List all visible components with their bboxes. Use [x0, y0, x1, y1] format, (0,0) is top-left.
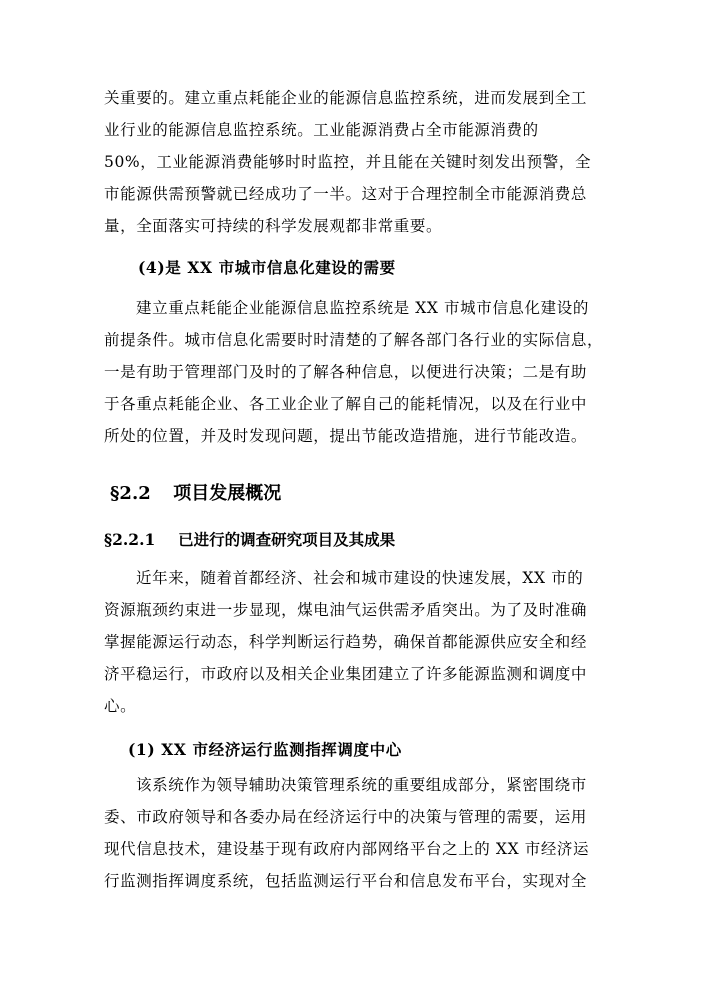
- section-number: §2.2: [110, 483, 151, 504]
- paragraph-3-line-4: 济平稳运行，市政府以及相关企业集团建立了许多能源监测和调度中: [104, 665, 588, 683]
- section-title: 项目发展概况: [173, 483, 282, 504]
- subsection-number: §2.2.1: [104, 530, 156, 549]
- paragraph-2-line-5: 所处的位置，并及时发现问题，提出节能改造措施，进行节能改造。: [104, 427, 588, 445]
- paragraph-1-line-5: 量，全面落实可持续的科学发展观都非常重要。: [104, 217, 443, 235]
- paragraph-4-line-1: 该系统作为领导辅助决策管理系统的重要组成部分，紧密围绕市: [136, 776, 587, 794]
- paragraph-1-line-3: 50%，工业能源消费能够时时监控，并且能在关键时刻发出预警，全: [104, 153, 592, 171]
- paragraph-1-line-4: 市能源供需预警就已经成功了一半。这对于合理控制全市能源消费总: [104, 185, 588, 203]
- paragraph-3-line-3: 掌握能源运行动态，科学判断运行趋势，确保首都能源供应安全和经: [104, 633, 588, 651]
- paragraph-2-line-2: 前提条件。城市信息化需要时时清楚的了解各部门各行业的实际信息，: [104, 331, 604, 349]
- paragraph-3-line-1: 近年来，随着首都经济、社会和城市建设的快速发展，XX 市的: [136, 569, 584, 587]
- paragraph-1-line-1: 关重要的。建立重点耗能企业的能源信息监控系统，进而发展到全工: [104, 89, 588, 107]
- paragraph-2-line-3: 一是有助于管理部门及时的了解各种信息，以便进行决策；二是有助: [104, 363, 588, 381]
- subsection-heading: [104, 530, 395, 550]
- section-heading: [110, 483, 281, 505]
- paragraph-3-line-5: 心。: [104, 697, 137, 715]
- paragraph-2-line-1: 建立重点耗能企业能源信息监控系统是 XX 市城市信息化建设的: [136, 299, 589, 317]
- paragraph-2-line-4: 于各重点耗能企业、各工业企业了解自己的能耗情况，以及在行业中: [104, 395, 588, 413]
- paragraph-3-line-2: 资源瓶颈约束进一步显现，煤电油气运供需矛盾突出。为了及时准确: [104, 601, 588, 619]
- paragraph-4-line-3: 现代信息技术，建设基于现有政府内部网络平台之上的 XX 市经济运: [104, 840, 590, 858]
- paragraph-1-line-2: 业行业的能源信息监控系统。工业能源消费占全市能源消费的: [104, 121, 539, 139]
- heading-4: (4)是 XX 市城市信息化建设的需要: [138, 258, 396, 277]
- subsection-title: 已进行的调查研究项目及其成果: [178, 530, 396, 549]
- paragraph-4-line-4: 行监测指挥调度系统，包括监测运行平台和信息发布平台，实现对全: [104, 872, 588, 890]
- paragraph-4-line-2: 委、市政府领导和各委办局在经济运行中的决策与管理的需要，运用: [104, 808, 588, 826]
- heading-1: (1) XX 市经济运行监测指挥调度中心: [128, 740, 402, 759]
